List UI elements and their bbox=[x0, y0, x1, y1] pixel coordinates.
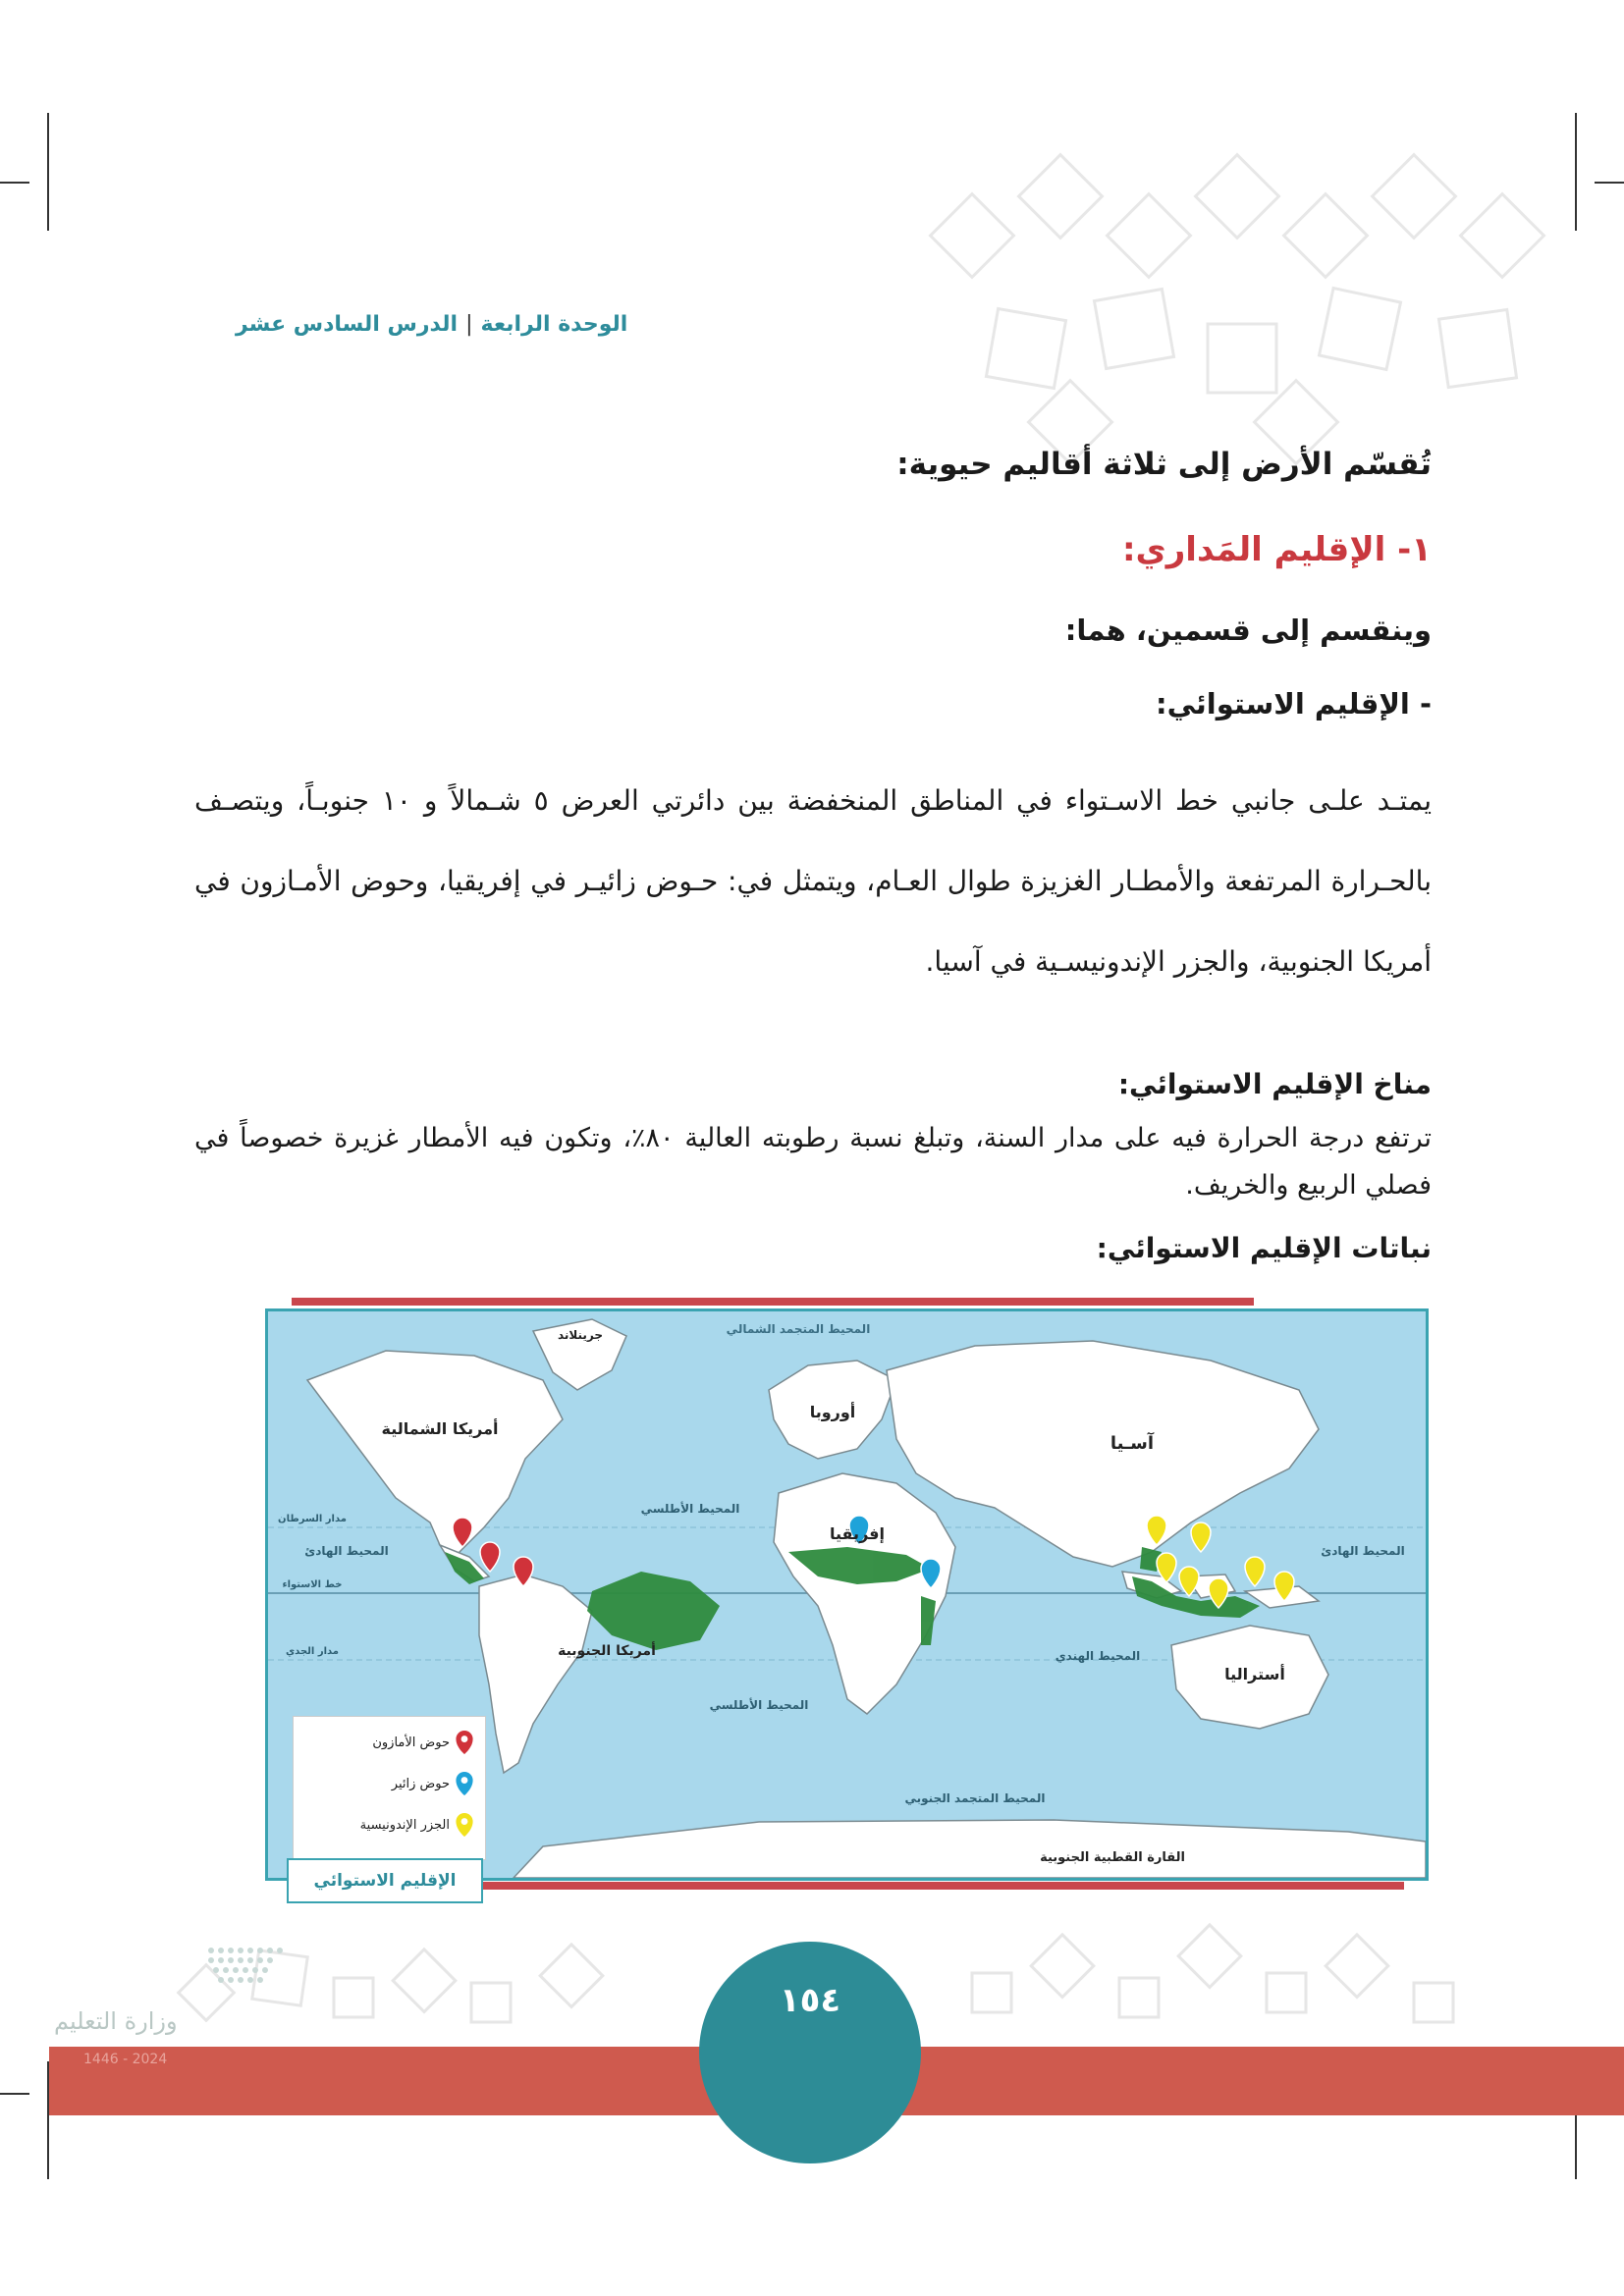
label-atlantic-north: المحيط الأطلسي bbox=[640, 1502, 740, 1516]
intro-heading: تُقسّم الأرض إلى ثلاثة أقاليم حيوية: bbox=[896, 447, 1432, 482]
label-equator: خط الاستواء bbox=[282, 1579, 343, 1590]
label-southern-ocean: المحيط المتجمد الجنوبي bbox=[904, 1791, 1046, 1805]
plants-heading: نباتات الإقليم الاستوائي: bbox=[1096, 1232, 1432, 1264]
equatorial-paragraph: يمتـد علـى جانبي خط الاسـتواء في المناطق المنخفضة بين دائرتي العرض ٥ شـمالاً و ١٠ جنوبـاً، ويتصـف بالحـرارة المرتفعة والأمطـار الغزيزة طوال العـام، ويتمثل في: حـوض زائيـر في إفريقيا، وحوض الأمـازون في أمريكا الجنوبية، والجزر الإندونيسـية في آسيا. bbox=[194, 784, 1432, 978]
indonesia-pin bbox=[1245, 1557, 1265, 1586]
label-europe: أوروبا bbox=[809, 1403, 856, 1421]
label-pacific-east: المحيط الهادئ bbox=[1321, 1544, 1405, 1558]
ministry-year: 2024 - 1446 bbox=[83, 2052, 168, 2067]
crop-mark bbox=[1595, 182, 1624, 184]
header-separator: | bbox=[465, 312, 473, 337]
header-unit: الوحدة الرابعة bbox=[480, 312, 628, 337]
subtitle: وينقسم إلى قسمين، هما: bbox=[1064, 614, 1432, 647]
north-america-shape bbox=[307, 1351, 563, 1557]
crop-mark bbox=[47, 113, 49, 231]
climate-heading: مناخ الإقليم الاستوائي: bbox=[1117, 1068, 1432, 1100]
amazon-forest bbox=[587, 1572, 720, 1650]
label-africa: إفريقيا bbox=[830, 1524, 885, 1543]
antarctica-shape bbox=[514, 1820, 1426, 1878]
equatorial-map bbox=[265, 1308, 1429, 1881]
running-header bbox=[236, 312, 627, 337]
label-asia: آسـيا bbox=[1110, 1433, 1155, 1454]
legend-label: حوض الأمازون bbox=[372, 1735, 450, 1750]
equatorial-heading: - الإقليم الاستوائي: bbox=[1155, 687, 1432, 721]
yellow-pin-icon bbox=[456, 1813, 473, 1837]
south-america-shape bbox=[479, 1575, 592, 1773]
label-arctic: المحيط المتجمد الشمالي bbox=[726, 1322, 871, 1336]
climate-paragraph: ترتفع درجة الحرارة فيه على مدار السنة، وتبلغ نسبة رطوبته العالية ٨٠٪، وتكون فيه الأمطار غزيرة خصوصاً في فصلي الربيع والخريف. bbox=[194, 1123, 1432, 1201]
amazon-pin bbox=[480, 1542, 500, 1572]
label-pacific-west: المحيط الهادئ bbox=[304, 1544, 389, 1558]
label-north-america: أمريكا الشمالية bbox=[381, 1419, 499, 1438]
label-greenland: جرينلاند bbox=[557, 1328, 604, 1342]
legend-label: حوض زائير bbox=[391, 1776, 450, 1791]
page-number: ١٥٤ bbox=[779, 1981, 841, 2020]
east-africa-forest bbox=[921, 1596, 936, 1645]
crop-mark bbox=[0, 182, 29, 184]
label-australia: أستراليا bbox=[1224, 1665, 1285, 1683]
label-atlantic-south: المحيط الأطلسي bbox=[709, 1698, 809, 1712]
ministry-name: وزارة التعليم bbox=[54, 2007, 178, 2035]
red-pin-icon bbox=[456, 1731, 473, 1754]
label-indian-ocean: المحيط الهندي bbox=[1055, 1649, 1141, 1663]
legend-item bbox=[360, 1813, 473, 1837]
blue-pin-icon bbox=[456, 1772, 473, 1795]
indonesia-pin bbox=[1191, 1522, 1211, 1552]
legend-label: الجزر الإندونيسية bbox=[359, 1817, 450, 1833]
legend-item bbox=[372, 1731, 473, 1754]
header-lesson: الدرس السادس عشر bbox=[236, 312, 459, 337]
map-top-bar bbox=[292, 1298, 1254, 1306]
page-number-badge bbox=[699, 1942, 921, 2163]
label-antarctica: القارة القطبية الجنوبية bbox=[1040, 1850, 1185, 1865]
legend-item bbox=[392, 1772, 473, 1795]
crop-mark bbox=[0, 2093, 29, 2095]
asia-shape bbox=[887, 1341, 1319, 1567]
decorative-tiles bbox=[913, 147, 1600, 471]
label-tropic-cancer: مدار السرطان bbox=[278, 1514, 347, 1524]
map-bottom-bar bbox=[471, 1882, 1404, 1890]
label-south-america: أمريكا الجنوبية bbox=[558, 1643, 656, 1659]
label-tropic-capricorn: مدار الجدي bbox=[286, 1646, 339, 1657]
section-title: ١- الإقليم المَداري: bbox=[1121, 530, 1432, 569]
map-legend bbox=[293, 1716, 486, 1860]
crop-mark bbox=[1575, 113, 1577, 231]
map-caption: الإقليم الاستوائي bbox=[287, 1858, 483, 1903]
